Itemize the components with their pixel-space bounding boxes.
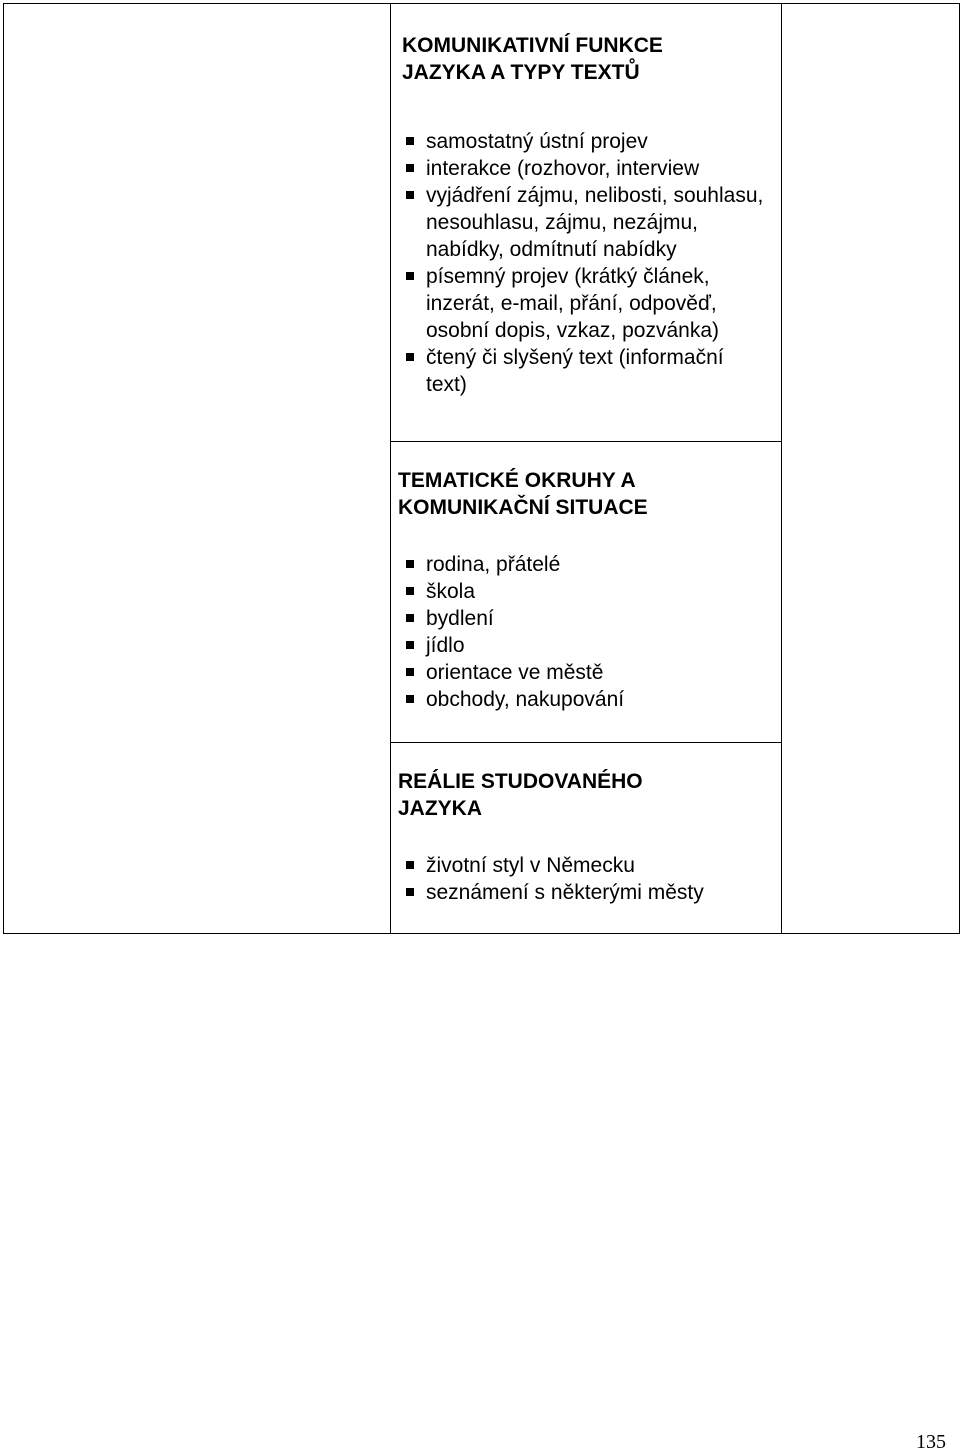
- section-realia: [398, 768, 770, 906]
- square-bullet-icon: [406, 191, 414, 199]
- list-item-text: samostatný ústní projev: [426, 130, 648, 153]
- bullet-list: [398, 551, 770, 713]
- list-item-text: životní styl v Německu: [426, 854, 635, 877]
- list-item: [398, 659, 770, 686]
- list-item: [398, 632, 770, 659]
- page-number: 135: [916, 1431, 946, 1453]
- list-item: [398, 686, 770, 713]
- section-thematic-areas: [398, 467, 770, 713]
- list-item-text: čtený či slyšený text (informační text): [426, 346, 724, 396]
- column-divider-right: [781, 4, 782, 933]
- list-item: [398, 344, 770, 398]
- list-item: [398, 155, 770, 182]
- list-item-text: písemný projev (krátký článek, inzerát, e-mail, přání, odpověď, osobní dopis, vzkaz, pozvánka): [426, 265, 719, 342]
- row-divider: [390, 441, 781, 442]
- square-bullet-icon: [406, 614, 414, 622]
- list-item-text: interakce (rozhovor, interview: [426, 157, 700, 180]
- row-divider: [390, 742, 781, 743]
- list-item: [398, 128, 770, 155]
- list-item: [398, 852, 770, 879]
- section-title: REÁLIE STUDOVANÉHO JAZYKA: [398, 770, 643, 820]
- list-item: [398, 605, 770, 632]
- section-communicative-functions: [398, 32, 770, 398]
- list-item: [398, 263, 770, 344]
- square-bullet-icon: [406, 888, 414, 896]
- list-item-text: orientace ve městě: [426, 661, 604, 684]
- list-item-text: vyjádření zájmu, nelibosti, souhlasu, nesouhlasu, zájmu, nezájmu, nabídky, odmítnutí nabídky: [426, 184, 764, 261]
- bullet-list: [398, 852, 770, 906]
- square-bullet-icon: [406, 861, 414, 869]
- list-item-text: seznámení s některými městy: [426, 881, 704, 904]
- list-item: [398, 551, 770, 578]
- column-divider-left: [390, 4, 391, 933]
- square-bullet-icon: [406, 560, 414, 568]
- list-item-text: obchody, nakupování: [426, 688, 625, 711]
- list-item: [398, 578, 770, 605]
- square-bullet-icon: [406, 587, 414, 595]
- list-item-text: bydlení: [426, 607, 494, 630]
- bullet-list: [398, 128, 770, 398]
- square-bullet-icon: [406, 164, 414, 172]
- list-item-text: škola: [426, 580, 476, 603]
- square-bullet-icon: [406, 272, 414, 280]
- list-item: [398, 182, 770, 263]
- square-bullet-icon: [406, 137, 414, 145]
- square-bullet-icon: [406, 668, 414, 676]
- section-title: KOMUNIKATIVNÍ FUNKCE JAZYKA A TYPY TEXTŮ: [402, 34, 663, 84]
- section-title: TEMATICKÉ OKRUHY A KOMUNIKAČNÍ SITUACE: [398, 469, 648, 519]
- list-item: [398, 879, 770, 906]
- square-bullet-icon: [406, 641, 414, 649]
- list-item-text: jídlo: [426, 634, 465, 657]
- square-bullet-icon: [406, 695, 414, 703]
- list-item-text: rodina, přátelé: [426, 553, 561, 576]
- square-bullet-icon: [406, 353, 414, 361]
